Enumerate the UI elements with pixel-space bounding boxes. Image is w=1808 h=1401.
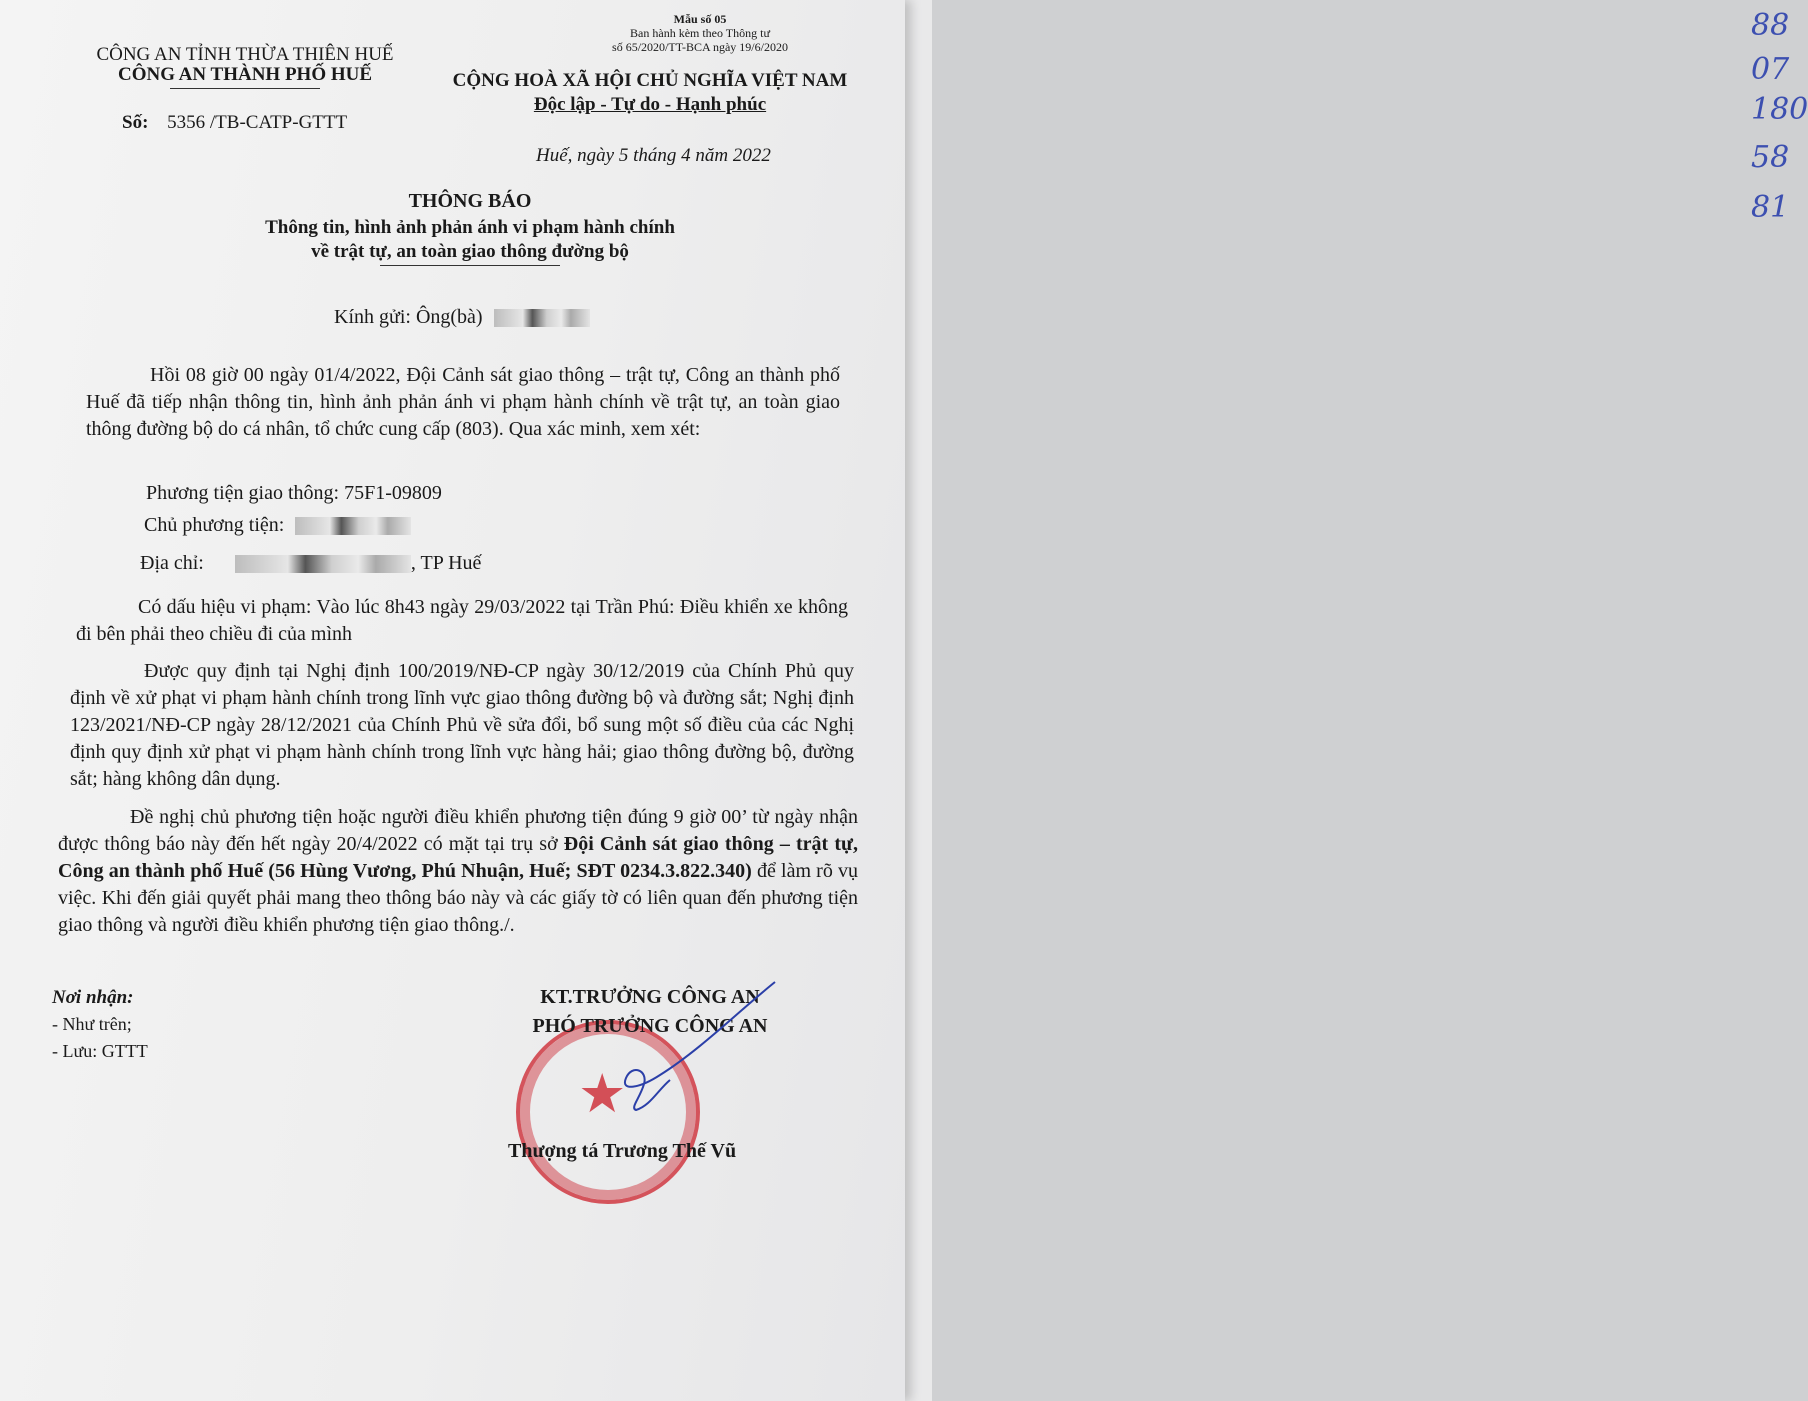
agency-underline [170, 88, 320, 89]
vehicle-line: Phương tiện giao thông: 75F1-09809 [146, 482, 442, 504]
paragraph-received: Hồi 08 giờ 00 ngày 01/4/2022, Đội Cảnh sát giao thông – trật tự, Công an thành phố Huế đã tiếp nhận thông tin, hình ảnh phản ánh vi phạm hành chính về trật tự, an toàn giao thông đường bộ do cá nhân, tổ chức cung cấp (803). Qua xác minh, xem xét: [86, 364, 840, 440]
agency-header [80, 44, 410, 89]
form-number: Mẫu số 05 [673, 12, 727, 26]
paragraph-violation: Có dấu hiệu vi phạm: Vào lúc 8h43 ngày 29/03/2022 tại Trần Phú: Điều khiển xe không đi bên phải theo chiều đi của mình [76, 596, 848, 645]
notice-subtitle-1: Thông tin, hình ảnh phản ánh vi phạm hành chính [265, 217, 675, 238]
signature-title-1: KT.TRƯỞNG CÔNG AN [540, 986, 760, 1008]
paragraph-regulation: Được quy định tại Nghị định 100/2019/NĐ-CP ngày 30/12/2019 của Chính Phủ quy định về xử phạt vi phạm hành chính trong lĩnh vực giao thông đường bộ và đường sắt; Nghị định 123/2021/NĐ-CP ngày 28/12/2021 của Chính Phủ về sửa đổi, bổ sung một số điều của các Nghị định quy định xử phạt vi phạm hành chính trong lĩnh vực hàng hải; giao thông đường bộ, đường sắt; hàng không dân dụng. [70, 660, 854, 790]
redacted-owner [295, 517, 411, 535]
owner-label: Chủ phương tiện: [144, 514, 285, 536]
form-circular: số 65/2020/TT-BCA ngày 19/6/2020 [612, 40, 788, 54]
signature-title-2: PHÓ TRƯỞNG CÔNG AN [532, 1015, 768, 1037]
recipients-title: Nơi nhận: [52, 987, 134, 1008]
handwritten-signature [600, 980, 790, 1120]
recipient-line [334, 306, 590, 329]
recipient-item: - Như trên; [52, 1014, 132, 1034]
nation-motto [440, 94, 860, 116]
title-underline [380, 265, 560, 266]
document-number [122, 112, 347, 134]
form-issued-by: Ban hành kèm theo Thông tư [630, 26, 770, 40]
nation-title: CỘNG HOÀ XÃ HỘI CHỦ NGHĨA VIỆT NAM [452, 70, 848, 91]
seal-star-icon: ★ [578, 1064, 627, 1124]
form-info [600, 12, 800, 54]
agency-parent: CÔNG AN TỈNH THỪA THIÊN HUẾ [96, 44, 394, 65]
notice-title: THÔNG BÁO [408, 190, 532, 212]
request-text-b: để làm rõ vụ việc. Khi đến giải quyết phải mang theo thông báo này và các giấy tờ có liên quan đến phương tiện giao thông và người điều khiển phương tiện giao thông./. [58, 860, 858, 936]
notice-subtitle-2: về trật tự, an toàn giao thông đường bộ [311, 241, 629, 262]
signer-name: Thượng tá Trương Thế Vũ [508, 1140, 737, 1162]
recipient-label: Kính gửi: Ông(bà) [334, 306, 483, 328]
address-label: Địa chỉ: [140, 552, 204, 574]
request-text-a: Đề nghị chủ phương tiện hoặc người điều khiển phương tiện đúng 9 giờ 00’ từ ngày nhận được thông báo này đến hết ngày 20/4/2022 có mặt tại trụ sở [58, 806, 858, 855]
request-office: Đội Cảnh sát giao thông – trật tự, Công an thành phố Huế (56 Hùng Vương, Phú Nhuận, Huế; SĐT 0234.3.822.340) [58, 833, 858, 882]
side-note: 81 [1751, 190, 1790, 225]
address-tail: , TP Huế [410, 552, 482, 574]
redacted-address [235, 555, 411, 573]
side-note: 07 [1751, 52, 1790, 87]
recipients-block [52, 984, 148, 1065]
place-date: Huế, ngày 5 tháng 4 năm 2022 [536, 145, 771, 166]
notice-heading [180, 190, 760, 266]
recipient-item: - Lưu: GTTT [52, 1041, 148, 1061]
number-label: Số: [122, 112, 149, 133]
side-note: 88 [1751, 8, 1790, 43]
side-note: 58 [1751, 140, 1790, 175]
motto-text: Độc lập - Tự do - Hạnh phúc [533, 94, 767, 115]
paragraph-request [58, 804, 858, 939]
side-note: 180 [1751, 92, 1808, 127]
address-line [140, 552, 481, 575]
number-value: 5356 /TB-CATP-GTTT [167, 112, 348, 133]
agency-name: CÔNG AN THÀNH PHỐ HUẾ [117, 64, 373, 85]
redacted-name [494, 309, 590, 327]
owner-line [144, 514, 411, 537]
national-header [440, 70, 860, 116]
